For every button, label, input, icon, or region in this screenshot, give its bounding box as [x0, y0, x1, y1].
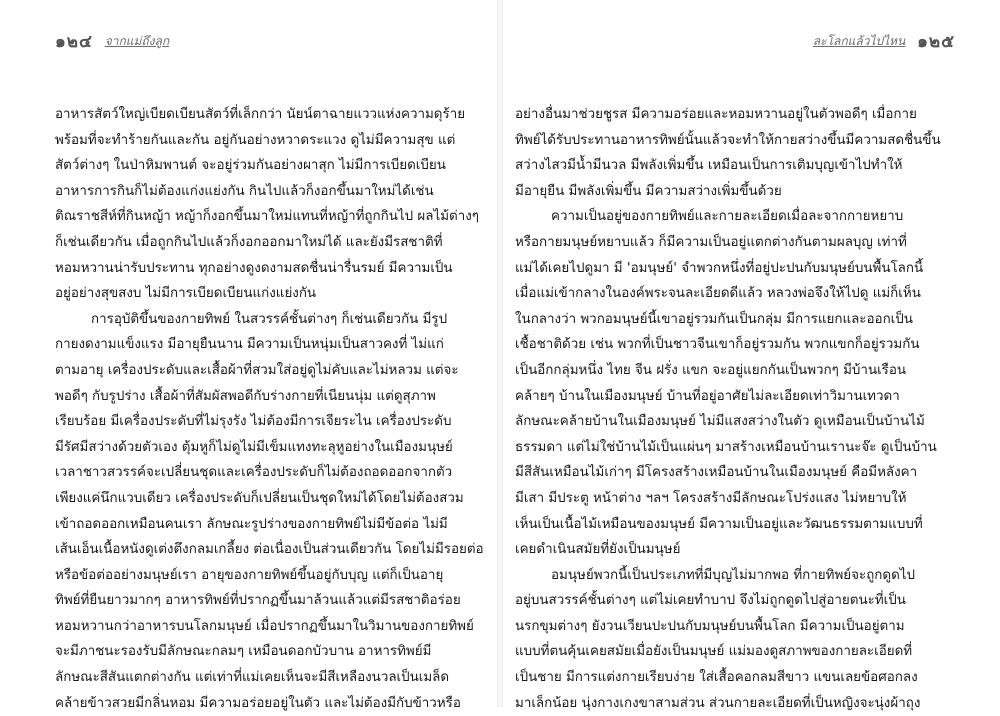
text-line: หอมหวานน่ารับประทาน ทุกอย่างดูงดงามสดชื่นน่ารื่นรมย์ มีความเป็น	[55, 260, 453, 276]
right-page	[515, 0, 955, 711]
right-page-number: ๑๒๕	[917, 32, 955, 52]
text-line: เมื่อแม่เข้ากลางในองค์พระจนละเอียดดีแล้ว หลวงพ่อจึงให้ไปดู แม่ก็เห็น	[515, 286, 921, 302]
text-line: ในกลางว่า พวกอมนุษย์นี้เขาอยู่รวมกันเป็นกลุ่ม มีการแยกและออกเป็น	[515, 311, 913, 327]
text-line: แบบที่ตนคุ้นเคยสมัยเมื่อยังเป็นมนุษย์ แม่มองดูสภาพของกายละเอียดที่	[515, 644, 913, 660]
text-line: เพียงแค่นึกแวบเดียว เครื่องประดับก็เปลี่ยนเป็นชุดใหม่ได้โดยไม่ต้องสวม	[55, 490, 464, 506]
text-line: เส้นเอ็นเนื้อหนังดูเต่งตึงกลมเกลี้ยง ต่อเนื่องเป็นส่วนเดียวกัน โดยไม่มีรอยต่อ	[55, 542, 484, 558]
text-line: มีอายุยืน มีพลังเพิ่มขึ้น มีความสว่างเพิ่มขึ้นด้วย	[515, 183, 782, 199]
book-gutter	[497, 0, 503, 707]
right-running-title: ละโลกแล้วไปไหน	[812, 34, 906, 48]
text-line: สัตว์ต่างๆ ในป่าหิมพานต์ จะอยู่ร่วมกันอย่างผาสุก ไม่มีการเบียดเบียน	[55, 158, 446, 174]
text-line: กายงดงามแข็งแรง มีอายุยืนนาน มีความเป็นหนุ่มเป็นสาวคงที่ ไม่แก่	[55, 337, 444, 353]
text-line: ทิพย์ที่ยืนยาวมากๆ อาหารทิพย์ที่ปรากฏขึ้นมาล้วนแล้วแต่มีรสชาติอร่อย	[55, 593, 461, 609]
left-page-number: ๑๒๔	[55, 32, 93, 52]
text-line: เป็นอีกกลุ่มหนึ่ง ไทย จีน ฝรั่ง แขก จะอยู่แยกกันเป็นพวกๆ มีบ้านเรือน	[515, 362, 907, 378]
text-line: ธรรมดา แต่ไม่ใช่บ้านไม้เป็นแผ่นๆ มาสร้างเหมือนบ้านเรานะจ๊ะ ดูเป็นบ้าน	[515, 439, 937, 455]
right-page-header	[515, 28, 955, 50]
text-line: ก็เช่นเดียวกัน เมื่อถูกกินไปแล้วก็งอกออกมาใหม่ได้ และยังมีรสชาติที่	[55, 234, 443, 250]
left-page	[55, 0, 495, 711]
text-line: พอดีๆ กับรูปร่าง เสื้อผ้าที่สัมผัสพอดีกับร่างกายที่เนียนนุ่ม แต่ดูสุภาพ	[55, 388, 436, 404]
text-line: ทิพย์ได้รับประทานอาหารทิพย์นั้นแล้วจะทำให้กายสว่างขึ้นมีความสดชื่นขึ้น	[515, 132, 941, 148]
text-line: เข้าถอดออกเหมือนคนเรา ลักษณะรูปร่างของกายทิพย์ไม่มีข้อต่อ ไม่มี	[55, 516, 448, 532]
text-line: อย่างอื่นมาช่วยชูรส มีความอร่อยและหอมหวานอยู่ในตัวพอดีๆ เมื่อกาย	[515, 107, 917, 122]
text-line: ลักษณะคล้ายบ้านในเมืองมนุษย์ ไม่มีแสงสว่างในตัว ดูเหมือนเป็นบ้านไม้	[515, 414, 925, 430]
text-line: มีเสา มีประตู หน้าต่าง ฯลฯ โครงสร้างมีลักษณะโปร่งแสง ไม่หยาบให้	[515, 490, 907, 506]
text-line: อมนุษย์พวกนี้เป็นประเภทที่มีบุญไม่มากพอ ที่กายทิพย์จะถูกดูดไป	[551, 567, 916, 583]
left-page-body	[55, 102, 495, 716]
text-line: จะมีภาชนะรองรับมีลักษณะกลมๆ เหมือนดอกบัวบาน อาหารทิพย์มี	[55, 644, 432, 660]
text-line: อาหารสัตว์ใหญ่เบียดเบียนสัตว์ที่เล็กกว่า นัยน์ตาฉายแววแห่งความดุร้าย	[55, 107, 466, 122]
text-line: สว่างไสวมีน้ำมีนวล มีพลังเพิ่มขึ้น เหมือนเป็นการเติมบุญเข้าไปทำให้	[515, 158, 903, 174]
text-line: ติณราชสีห์ที่กินหญ้า หญ้าก็งอกขึ้นมาใหม่แทนที่หญ้าที่ถูกกินไป ผลไม้ต่างๆ	[55, 209, 479, 225]
text-line: เคยดำเนินสมัยที่ยังเป็นมนุษย์	[515, 542, 681, 558]
text-line: เวลาชาวสวรรค์จะเปลี่ยนชุดและเครื่องประดับก็ไม่ต้องถอดออกจากตัว	[55, 465, 453, 481]
text-line: คล้ายๆ บ้านในเมืองมนุษย์ บ้านที่อยู่อาศัยไม่ละเอียดเท่าวิมานเทวดา	[515, 388, 900, 404]
text-line: ลักษณะสีสันแตกต่างกัน แต่เท่าที่แม่เคยเห็นจะมีสีเหลืองนวลเป็นเมล็ด	[55, 670, 450, 686]
text-line: แม่ได้เคยไปดูมา มี 'อมนุษย์' จำพวกหนึ่งที่อยู่ปะปนกับมนุษย์บนพื้นโลกนี้	[515, 260, 924, 276]
text-line: คล้ายข้าวสวยมีกลิ่นหอม มีความอร่อยอยู่ในตัว และไม่ต้องมีกับข้าวหรือ	[55, 695, 461, 711]
text-line: เห็นเป็นเนื้อไม้เหมือนของมนุษย์ มีความเป็นอยู่และวัฒนธรรมตามแบบที่	[515, 516, 923, 532]
left-page-header	[55, 28, 495, 50]
text-line: หอมหวานกว่าอาหารบนโลกมนุษย์ เมื่อปรากฏขึ้นมาในวิมานของกายทิพย์	[55, 618, 474, 634]
text-line: หรือข้อต่ออย่างมนุษย์เรา อายุของกายทิพย์ขึ้นอยู่กับบุญ แต่ก็เป็นอายุ	[55, 567, 444, 583]
text-line: ตามอายุ เครื่องประดับและเสื้อผ้าที่สวมใส่อยู่ดูไม่คับและไม่หลวม แต่จะ	[55, 362, 459, 378]
text-line: พร้อมที่จะทำร้ายกันและกัน อยู่กันอย่างหวาดระแวง ดูไม่มีความสุข แต่	[55, 132, 456, 148]
text-line: เป็นชาย มีการแต่งกายเรียบง่าย ใส่เสื้อคอกลมสีขาว แขนเลยข้อศอกลง	[515, 670, 918, 686]
text-line: ความเป็นอยู่ของกายทิพย์และกายละเอียดเมื่อละจากกายหยาบ	[551, 209, 904, 225]
text-line: หรือกายมนุษย์หยาบแล้ว ก็มีความเป็นอยู่แตกต่างกันตามผลบุญ เท่าที่	[515, 234, 907, 250]
text-line: นรกขุมต่างๆ ยังวนเวียนปะปนกับมนุษย์บนพื้นโลก มีความเป็นอยู่ตาม	[515, 618, 905, 634]
text-line: เชื้อชาติด้วย เช่น พวกที่เป็นชาวจีนเขาก็อยู่รวมกัน พวกแขกก็อยู่รวมกัน	[515, 337, 920, 353]
text-line: เรียบร้อย มีเครื่องประดับที่ไม่รุงรัง ไม่ต้องมีการเจียระไน เครื่องประดับ	[55, 414, 452, 430]
text-line: อาหารการกินก็ไม่ต้องแก่งแย่งกัน กินไปแล้วก็งอกขึ้นมาใหม่ได้เช่น	[55, 183, 434, 199]
left-running-title: จากแม่ถึงลูก	[104, 34, 170, 48]
text-line: อยู่บนสวรรค์ชั้นต่างๆ แต่ไม่เคยทำบาป จึงไม่ถูกดูดไปสู่อายตนะที่เป็น	[515, 593, 906, 609]
text-line: อยู่อย่างสุขสงบ ไม่มีการเบียดเบียนแก่งแย่งกัน	[55, 286, 317, 302]
text-line: มาเล็กน้อย นุ่งกางเกงขาสามส่วน ส่วนกายละเอียดที่เป็นหญิงจะนุ่งผ้าถุง	[515, 695, 921, 711]
right-page-body	[515, 102, 955, 716]
text-line: มีรัศมีสว่างด้วยตัวเอง ตุ้มหูก็ไม่ดูไม่มีเข็มแทงทะลุหูอย่างในเมืองมนุษย์	[55, 439, 453, 455]
text-line: มีสีสันเหมือนไม้เก่าๆ มีโครงสร้างเหมือนบ้านในเมืองมนุษย์ คือมีหลังคา	[515, 465, 918, 481]
text-line: การอุบัติขึ้นของกายทิพย์ ในสวรรค์ชั้นต่างๆ ก็เช่นเดียวกัน มีรูป	[91, 311, 448, 327]
